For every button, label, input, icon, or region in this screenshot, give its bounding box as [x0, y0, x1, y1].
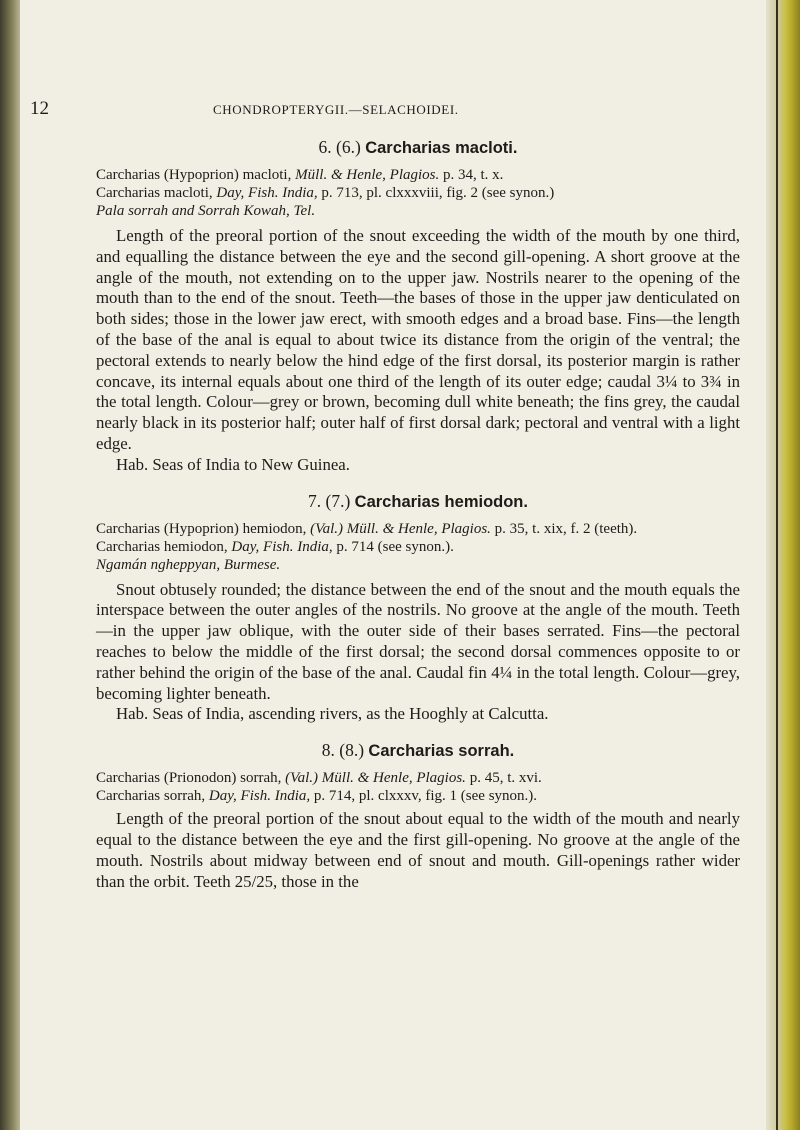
- species-description: Snout obtusely rounded; the distance between the end of the snout and the mouth equals the interspace between the outer angles of the nostrils. No groove at the angle of the mouth. Teeth—in the upper jaw oblique, with the outer side of their bases serrated. Fins—the pectoral reaches to below the middle of the first dorsal; the second dorsal commences opposite to or rather behind the origin of the base of the anal. Caudal fin 4¼ in the total length. Colour—grey, becoming lighter beneath.: [96, 579, 740, 703]
- page-number: 12: [30, 98, 49, 119]
- species-number: 6. (6.): [318, 137, 361, 157]
- synonym-line: Carcharias macloti, Day, Fish. India, p. 713, pl. clxxxviii, fig. 2 (see synon.): [96, 185, 555, 201]
- species-habitat: Hab. Seas of India to New Guinea.: [116, 454, 350, 474]
- species-heading: [96, 490, 740, 513]
- book-page: [20, 0, 766, 1130]
- synonym-line: Carcharias hemiodon, Day, Fish. India, p. 714 (see synon.).: [96, 538, 454, 555]
- book-binding-edge: [0, 0, 20, 1130]
- running-header: [20, 98, 766, 122]
- species-description: Length of the preoral portion of the snout about equal to the width of the mouth and nearly equal to the distance between the eye and the first gill-opening. No groove at the angle of the mouth. Nostrils about midway between end of snout and mouth. Gill-openings rather wider than the orbit. Teeth 25/25, those in the: [96, 809, 740, 891]
- species-entry-8: [96, 739, 740, 892]
- species-description: Length of the preoral portion of the snout exceeding the width of the mouth by one third, and equalling the distance between the eye and the second gill-opening. A short groove at the angle of the mouth, not extending on to the upper jaw. Nostrils nearer to the opening of the mouth than to the end of the snout. Teeth—the bases of those in the upper jaw denticulated on both sides; those in the lower jaw erect, with smooth edges and a broad base. Fins—the length of the base of the anal is equal to about twice its distance from the origin of the ventral; the pectoral extends to nearly below the hind edge of the first dorsal, its posterior margin is rather concave, its internal equals about one third of the length of its outer edge; caudal 3¼ to 3¾ in the total length. Colour—grey or brown, becoming dull white beneath; the fins grey, the caudal nearly black in its posterior half; outer half of first dorsal dark; pectoral and ventral with a light edge.: [96, 226, 740, 453]
- running-title: CHONDROPTERYGII.—SELACHOIDEI.: [213, 102, 459, 117]
- vernacular-names: Pala sorrah and Sorrah Kowah, Tel.: [96, 203, 316, 219]
- synonym-line: Carcharias (Prionodon) sorrah, (Val.) Müll. & Henle, Plagios. p. 45, t. xvi.: [96, 770, 542, 787]
- species-number: 7. (7.): [308, 490, 351, 511]
- synonym-line: Carcharias sorrah, Day, Fish. India, p. 714, pl. clxxxv, fig. 1 (see synon.).: [96, 788, 538, 805]
- species-heading: [96, 136, 740, 159]
- synonym-line: Carcharias (Hypoprion) hemiodon, (Val.) Müll. & Henle, Plagios. p. 35, t. xix, f. 2 (teeth).: [96, 520, 638, 537]
- species-number: 8. (8.): [321, 740, 365, 761]
- synonym-line: Carcharias (Hypoprion) macloti, Müll. & Henle, Plagios. p. 34, t. x.: [96, 167, 504, 183]
- species-name: Carcharias sorrah.: [368, 742, 515, 761]
- page-body: [96, 136, 740, 892]
- page-fore-edge: [766, 0, 800, 1130]
- vernacular-names: Ngamán ngheppyan, Burmese.: [96, 556, 281, 573]
- species-heading: [96, 739, 740, 762]
- species-habitat: Hab. Seas of India, ascending rivers, as the Hooghly at Calcutta.: [116, 704, 549, 724]
- species-name: Carcharias hemiodon.: [354, 492, 528, 511]
- species-entry-7: [96, 490, 740, 726]
- species-name: Carcharias macloti.: [365, 139, 518, 157]
- species-entry-6: [96, 136, 740, 476]
